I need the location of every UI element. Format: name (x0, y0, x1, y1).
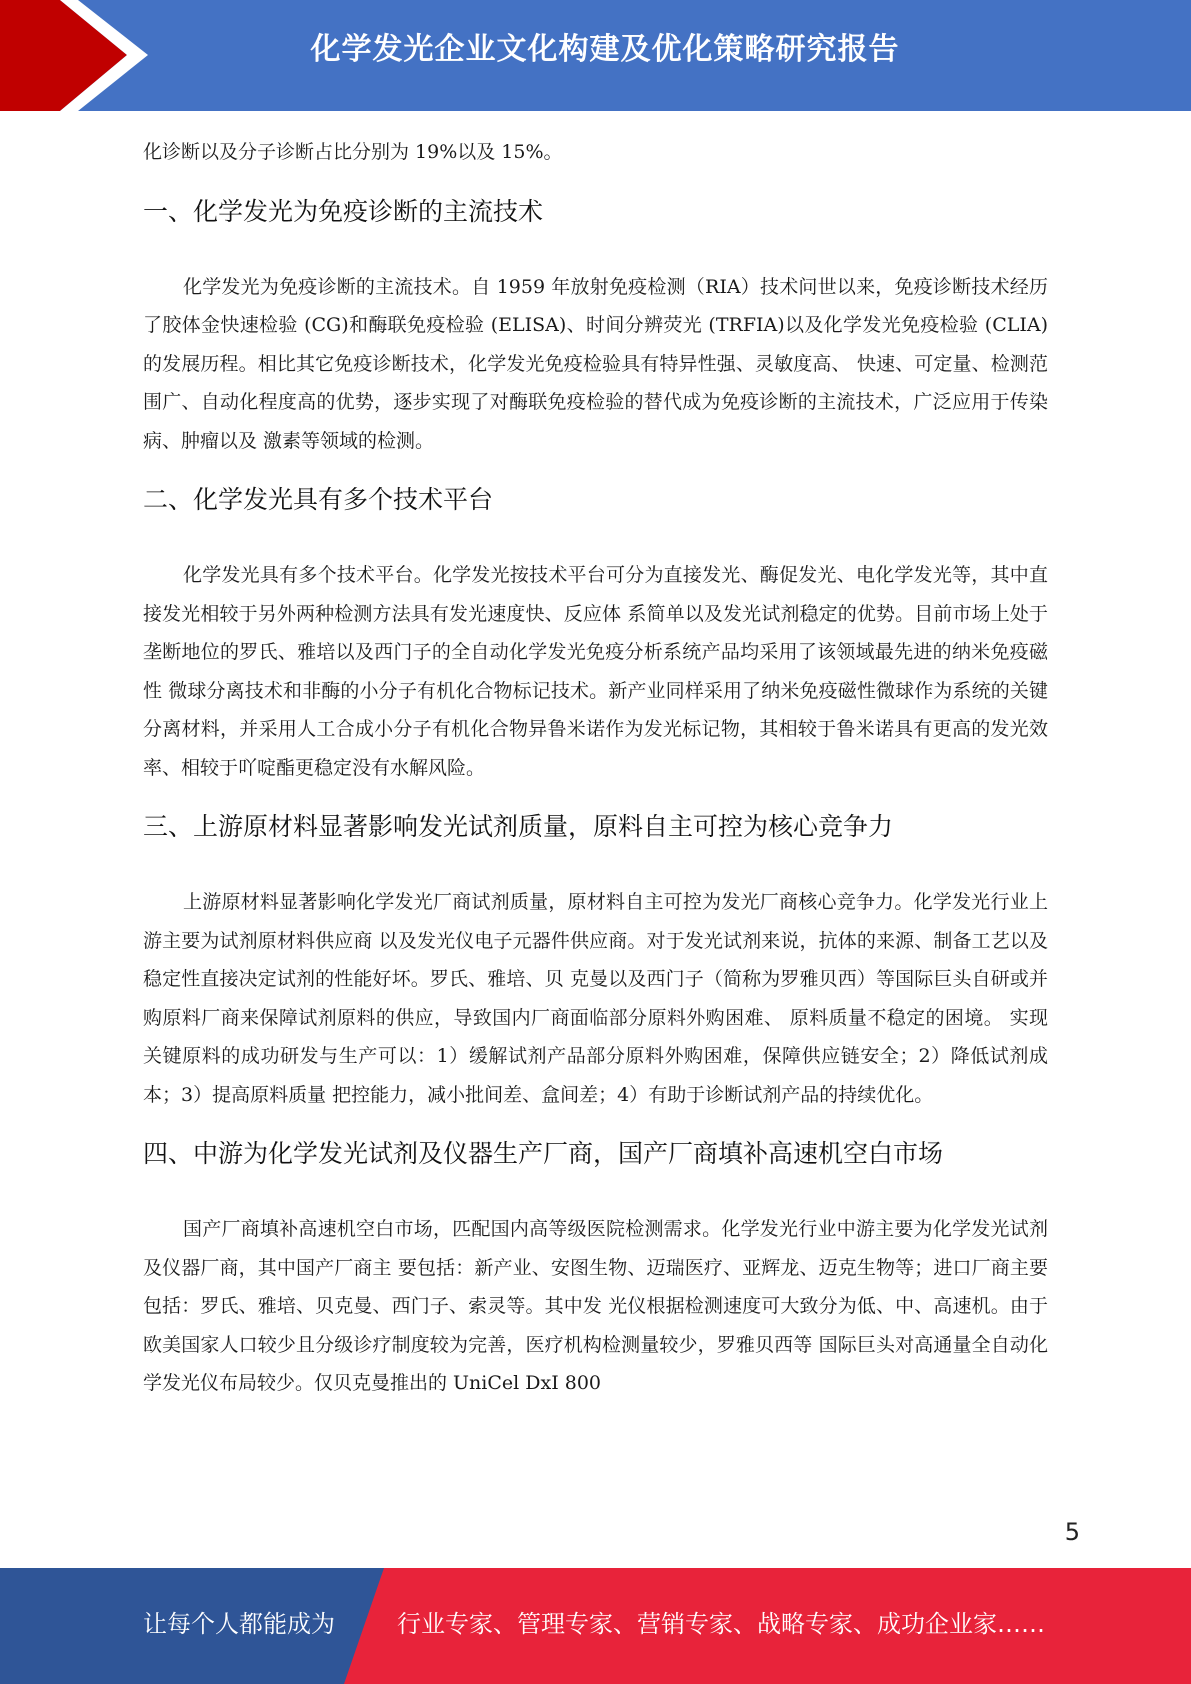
page-footer (0, 1568, 1191, 1684)
document-title: 化学发光企业文化构建及优化策略研究报告 (310, 32, 900, 67)
page-content (143, 133, 1048, 1403)
page-number: 5 (1064, 1518, 1080, 1546)
section-4-paragraph: 国产厂商填补高速机空白市场，匹配国内高等级医院检测需求。化学发光行业中游主要为化学发光试剂及仪器厂商，其中国产厂商主 要包括：新产业、安图生物、迈瑞医疗、亚辉龙、迈克生物等；进口厂商主要包括：罗氏、雅培、贝克曼、西门子、索灵等。其中发 光仪根据检测速度可大致分为低、中、高速机。由于欧美国家人口较少且分级诊疗制度较为完善，医疗机构检测量较少，罗雅贝西等 国际巨头对高通量全自动化学发光仪布局较少。仅贝克曼推出的 UniCel DxI 800 (143, 1218, 1048, 1394)
intro-line: 化诊断以及分子诊断占比分别为 19%以及 15%。 (143, 141, 563, 163)
page-header (0, 0, 1191, 111)
header-red-arrow (0, 0, 127, 111)
section-4-heading: 四、中游为化学发光试剂及仪器生产厂商，国产厂商填补高速机空白市场 (143, 1139, 944, 1168)
section-3-heading: 三、上游原材料显著影响发光试剂质量，原料自主可控为核心竞争力 (143, 812, 894, 841)
section-1-paragraph: 化学发光为免疫诊断的主流技术。自 1959 年放射免疫检测（RIA）技术问世以来，免疫诊断技术经历了胶体金快速检验 (CG)和酶联免疫检验 (ELISA)、时间分辨荧光 (TRFIA)以及化学发光免疫检验 (CLIA)的发展历程。相比其它免疫诊断技术，化学发光免疫检验具有特异性强、灵敏度高、 快速、可定量、检测范围广、自动化程度高的优势，逐步实现了对酶联免疫检验的替代成为免疫诊断的主流技术，广泛应用于传染病、肿瘤以及 激素等领域的检测。 (143, 275, 1048, 452)
section-3-paragraph: 上游原材料显著影响化学发光厂商试剂质量，原材料自主可控为发光厂商核心竞争力。化学发光行业上游主要为试剂原材料供应商 以及发光仪电子元器件供应商。对于发光试剂来说，抗体的来源、制备工艺以及稳定性直接决定试剂的性能好坏。罗氏、雅培、贝 克曼以及西门子（简称为罗雅贝西）等国际巨头自研或并购原料厂商来保障试剂原料的供应，导致国内厂商面临部分原料外购困难、 原料质量不稳定的困境。 实现关键原料的成功研发与生产可以：1）缓解试剂产品部分原料外购困难，保障供应链安全；2）降低试剂成本；3）提高原料质量 把控能力，减小批间差、盒间差；4）有助于诊断试剂产品的持续优化。 (143, 891, 1048, 1106)
section-2-paragraph: 化学发光具有多个技术平台。化学发光按技术平台可分为直接发光、酶促发光、电化学发光等，其中直接发光相较于另外两种检测方法具有发光速度快、反应体 系简单以及发光试剂稳定的优势。目前市场上处于垄断地位的罗氏、雅培以及西门子的全自动化学发光免疫分析系统产品均采用了该领域最先进的纳米免疫磁性 微球分离技术和非酶的小分子有机化合物标记技术。新产业同样采用了纳米免疫磁性微球作为系统的关键分离材料，并采用人工合成小分子有机化合物异鲁米诺作为发光标记物，其相较于鲁米诺具有更高的发光效率、相较于吖啶酯更稳定没有水解风险。 (143, 564, 1048, 779)
footer-slogan-right: 行业专家、管理专家、营销专家、战略专家、成功企业家…… (397, 1610, 1045, 1638)
section-1-heading: 一、化学发光为免疫诊断的主流技术 (143, 196, 544, 226)
section-2-heading: 二、化学发光具有多个技术平台 (143, 485, 494, 514)
footer-slogan-left: 让每个人都能成为 (143, 1610, 335, 1638)
header-arrow-decoration (0, 0, 160, 111)
